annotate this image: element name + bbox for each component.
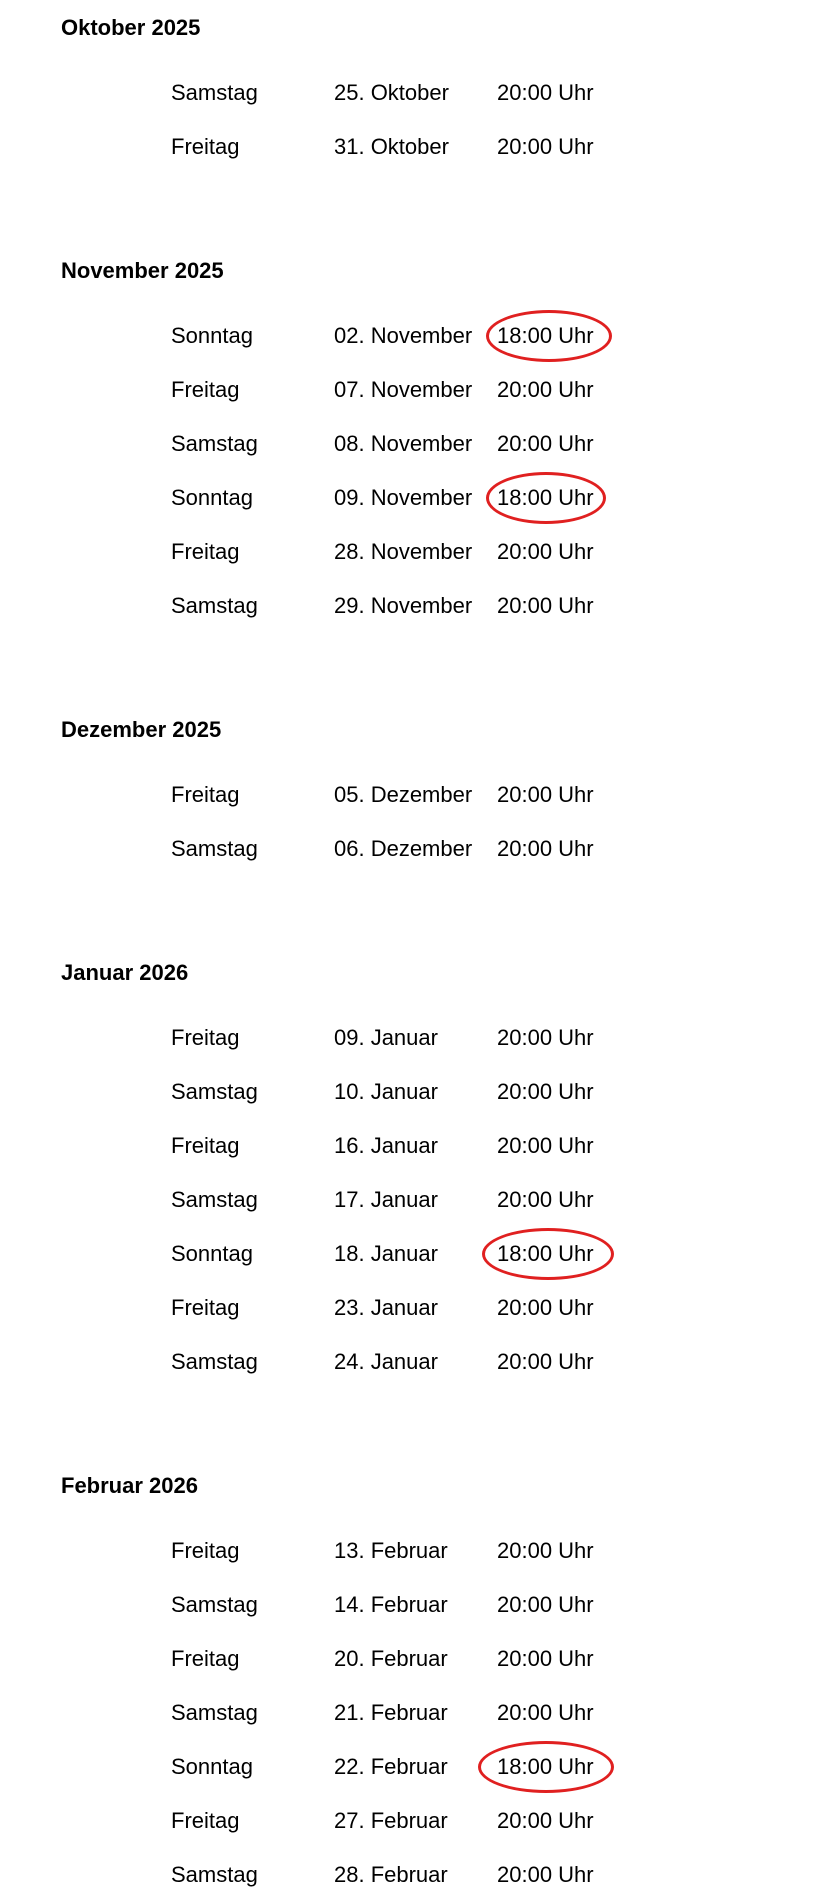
event-time: 20:00 Uhr [497,1700,594,1725]
event-day: Samstag [171,1187,258,1212]
month-section-dezember-2025 [0,715,840,876]
event-time: 20:00 Uhr [497,782,594,807]
event-day: Sonntag [171,323,253,348]
event-date: 31. Oktober [334,134,449,159]
event-row [0,1632,840,1686]
event-day: Freitag [171,1538,240,1563]
event-day: Samstag [171,80,258,105]
event-day: Freitag [171,1025,240,1050]
event-date: 13. Februar [334,1538,448,1563]
event-date: 20. Februar [334,1646,448,1671]
event-day: Samstag [171,1079,258,1104]
event-row [0,1848,840,1902]
event-time: 20:00 Uhr [497,1808,594,1833]
event-day: Freitag [171,1808,240,1833]
month-section-november-2025 [0,256,840,633]
month-section-oktober-2025 [0,0,840,174]
event-day: Samstag [171,1700,258,1725]
event-date: 23. Januar [334,1295,438,1320]
event-time: 20:00 Uhr [497,80,594,105]
event-row [0,1227,840,1281]
event-day: Freitag [171,1295,240,1320]
event-row [0,579,840,633]
event-row [0,1119,840,1173]
event-day: Sonntag [171,1754,253,1779]
event-day: Freitag [171,134,240,159]
event-row [0,309,840,363]
month-heading: November 2025 [61,258,224,283]
event-day: Freitag [171,782,240,807]
section-spacer [0,1389,840,1471]
event-day: Freitag [171,1646,240,1671]
event-row [0,1686,840,1740]
event-date: 05. Dezember [334,782,473,807]
section-spacer [0,876,840,958]
event-time: 20:00 Uhr [497,836,594,861]
event-row [0,1335,840,1389]
time-highlight-circle [486,472,606,524]
event-day: Sonntag [171,1241,253,1266]
event-time: 18:00 Uhr [497,1241,594,1266]
event-day: Samstag [171,593,258,618]
event-time: 20:00 Uhr [497,1187,594,1212]
event-time: 18:00 Uhr [497,485,594,510]
event-day: Samstag [171,431,258,456]
event-day: Samstag [171,1592,258,1617]
month-section-januar-2026 [0,958,840,1389]
event-day: Freitag [171,539,240,564]
month-heading: Dezember 2025 [61,717,222,742]
section-spacer [0,174,840,256]
event-row [0,1173,840,1227]
event-time: 20:00 Uhr [497,1295,594,1320]
event-row [0,1065,840,1119]
event-date: 09. November [334,485,473,510]
event-day: Freitag [171,1133,240,1158]
event-time: 20:00 Uhr [497,1133,594,1158]
event-time: 20:00 Uhr [497,539,594,564]
event-row [0,120,840,174]
event-time: 20:00 Uhr [497,431,594,456]
event-row [0,66,840,120]
event-date: 10. Januar [334,1079,438,1104]
event-date: 18. Januar [334,1241,438,1266]
event-date: 09. Januar [334,1025,438,1050]
time-highlight-circle [478,1741,614,1793]
event-day: Samstag [171,1862,258,1887]
time-highlight-circle [482,1228,614,1280]
event-date: 16. Januar [334,1133,438,1158]
month-heading: Februar 2026 [61,1473,198,1498]
event-time: 20:00 Uhr [497,593,594,618]
event-row [0,822,840,876]
event-time: 20:00 Uhr [497,1025,594,1050]
event-row [0,471,840,525]
event-row [0,417,840,471]
event-date: 14. Februar [334,1592,448,1617]
event-date: 28. Februar [334,1862,448,1887]
event-date: 27. Februar [334,1808,448,1833]
event-row [0,1578,840,1632]
event-time: 18:00 Uhr [497,323,594,348]
month-heading: Januar 2026 [61,960,189,985]
month-heading: Oktober 2025 [61,15,201,40]
event-date: 24. Januar [334,1349,438,1374]
event-date: 21. Februar [334,1700,448,1725]
event-time: 20:00 Uhr [497,1349,594,1374]
event-time: 20:00 Uhr [497,1862,594,1887]
event-row [0,1524,840,1578]
event-date: 28. November [334,539,473,564]
event-row [0,1281,840,1335]
event-date: 25. Oktober [334,80,449,105]
event-date: 08. November [334,431,473,456]
event-time: 20:00 Uhr [497,377,594,402]
event-time: 18:00 Uhr [497,1754,594,1779]
event-date: 22. Februar [334,1754,448,1779]
event-row [0,1794,840,1848]
event-date: 07. November [334,377,473,402]
event-day: Freitag [171,377,240,402]
event-date: 17. Januar [334,1187,438,1212]
event-row [0,1740,840,1794]
event-date: 02. November [334,323,473,348]
section-spacer [0,633,840,715]
event-time: 20:00 Uhr [497,1646,594,1671]
event-row [0,525,840,579]
event-time: 20:00 Uhr [497,1538,594,1563]
event-day: Samstag [171,836,258,861]
event-day: Sonntag [171,485,253,510]
event-row [0,1011,840,1065]
event-row [0,768,840,822]
event-time: 20:00 Uhr [497,1592,594,1617]
time-highlight-circle [486,310,612,362]
event-row [0,363,840,417]
event-time: 20:00 Uhr [497,1079,594,1104]
event-date: 29. November [334,593,473,618]
month-section-februar-2026 [0,1471,840,1902]
event-date: 06. Dezember [334,836,473,861]
event-time: 20:00 Uhr [497,134,594,159]
event-day: Samstag [171,1349,258,1374]
